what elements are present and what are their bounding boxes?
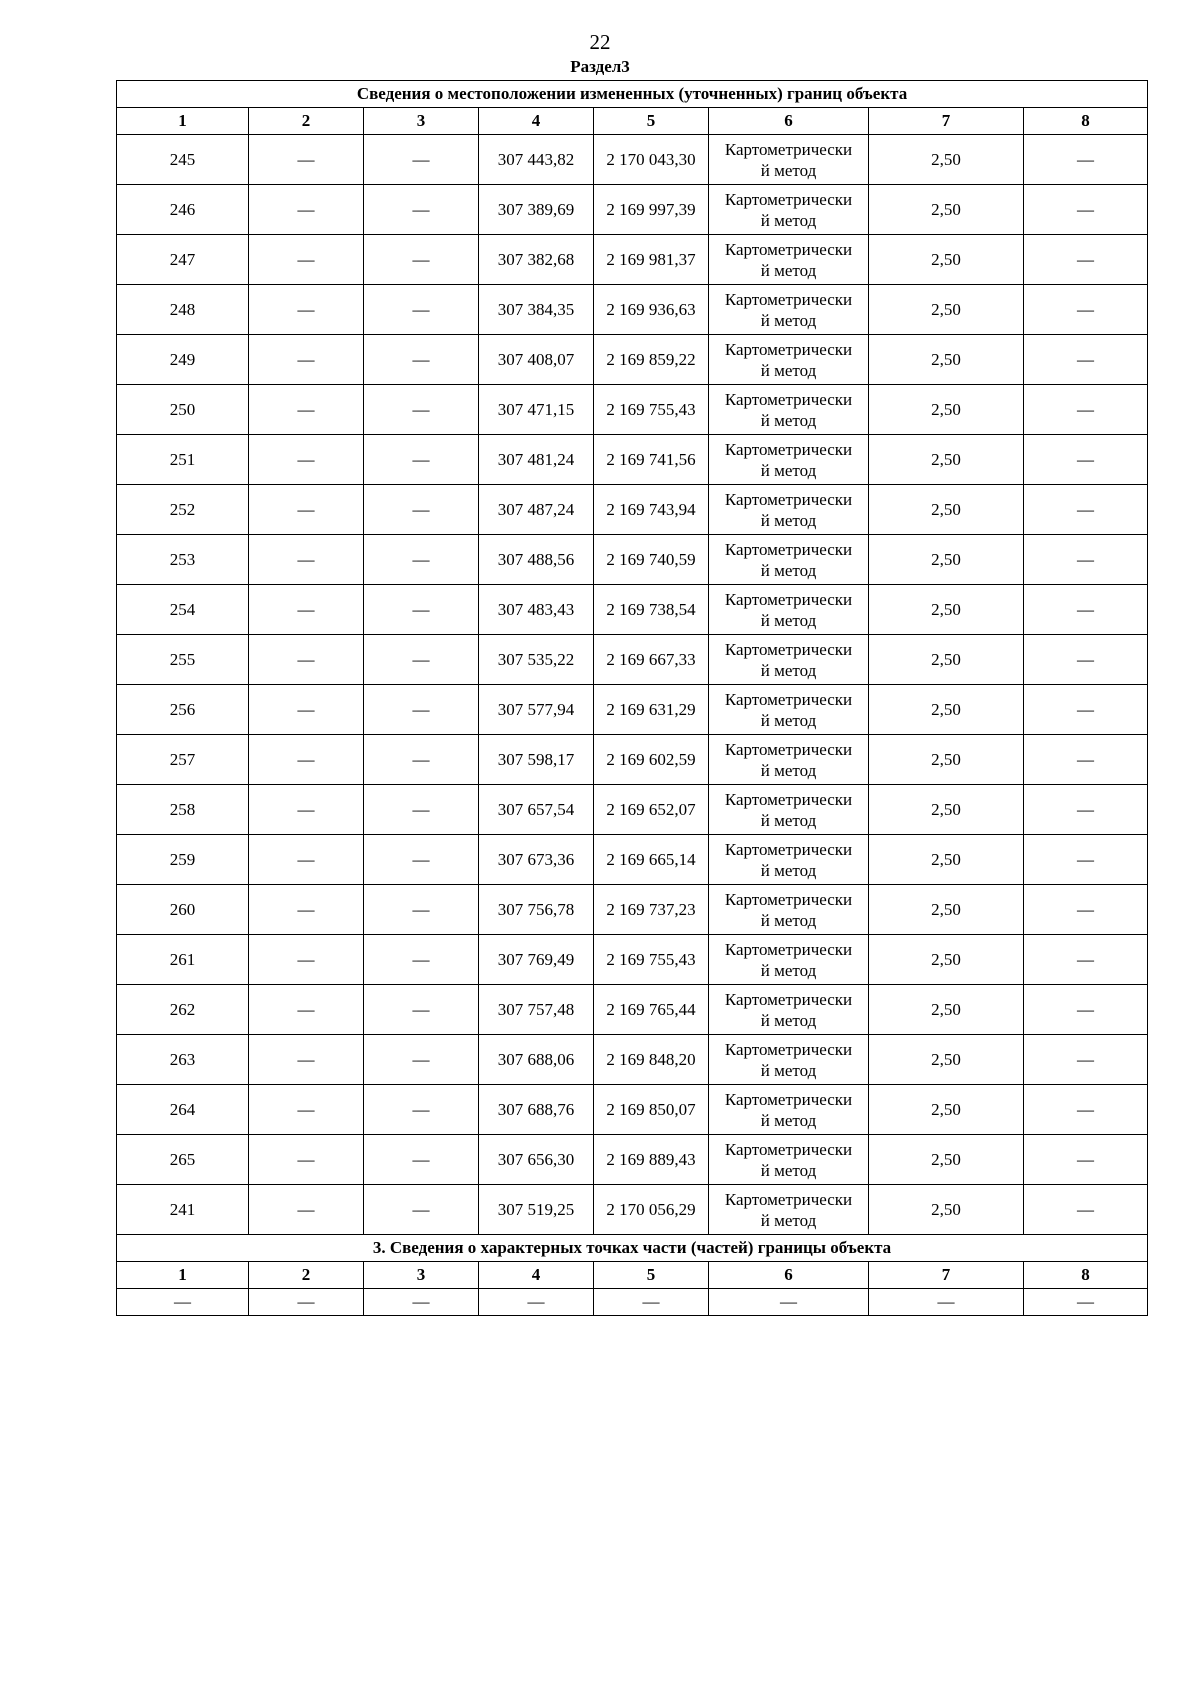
coordinate-x: 307 656,30 bbox=[479, 1135, 594, 1185]
cell-dash: — bbox=[249, 1085, 364, 1135]
cell-dash: — bbox=[249, 785, 364, 835]
accuracy: 2,50 bbox=[869, 635, 1024, 685]
cell-dash: — bbox=[249, 1035, 364, 1085]
accuracy: 2,50 bbox=[869, 585, 1024, 635]
section3-title-row bbox=[117, 1235, 1148, 1262]
cell-dash: — bbox=[249, 1135, 364, 1185]
accuracy: 2,50 bbox=[869, 1035, 1024, 1085]
cell-dash: — bbox=[364, 335, 479, 385]
accuracy: 2,50 bbox=[869, 335, 1024, 385]
coordinate-y: 2 169 738,54 bbox=[594, 585, 709, 635]
cell-dash: — bbox=[1024, 835, 1148, 885]
cell-dash: — bbox=[1024, 235, 1148, 285]
cell-dash: — bbox=[364, 835, 479, 885]
section3-title: 3. Сведения о характерных точках части (частей) границы объекта bbox=[117, 1235, 1148, 1262]
column-header: 6 bbox=[709, 108, 869, 135]
method-line-1: Картометрически bbox=[724, 989, 853, 1009]
method-cell bbox=[709, 1035, 869, 1085]
accuracy: 2,50 bbox=[869, 135, 1024, 185]
column-header: 8 bbox=[1024, 1262, 1148, 1289]
column-header: 2 bbox=[249, 108, 364, 135]
method-cell bbox=[709, 835, 869, 885]
table-row bbox=[117, 785, 1148, 835]
cell-dash: — bbox=[249, 935, 364, 985]
point-number: 247 bbox=[117, 235, 249, 285]
accuracy: 2,50 bbox=[869, 685, 1024, 735]
coordinate-y: 2 169 667,33 bbox=[594, 635, 709, 685]
coordinate-x: 307 389,69 bbox=[479, 185, 594, 235]
method-cell bbox=[709, 935, 869, 985]
coordinate-x: 307 481,24 bbox=[479, 435, 594, 485]
method-line-2: й метод bbox=[760, 160, 817, 180]
method-line-1: Картометрически bbox=[724, 1189, 853, 1209]
table-row bbox=[117, 985, 1148, 1035]
method-cell bbox=[709, 635, 869, 685]
cell-dash: — bbox=[1024, 1185, 1148, 1235]
method-line-1: Картометрически bbox=[724, 389, 853, 409]
cell-dash: — bbox=[364, 635, 479, 685]
table-row bbox=[117, 835, 1148, 885]
cell-dash: — bbox=[249, 235, 364, 285]
point-number: 246 bbox=[117, 185, 249, 235]
column-header: 5 bbox=[594, 108, 709, 135]
method-line-2: й метод bbox=[760, 260, 817, 280]
accuracy: 2,50 bbox=[869, 535, 1024, 585]
method-cell bbox=[709, 685, 869, 735]
cell-dash: — bbox=[249, 1289, 364, 1316]
point-number: 261 bbox=[117, 935, 249, 985]
coordinate-x: 307 382,68 bbox=[479, 235, 594, 285]
column-header: 3 bbox=[364, 1262, 479, 1289]
cell-dash: — bbox=[249, 385, 364, 435]
cell-dash: — bbox=[249, 485, 364, 535]
coordinate-y: 2 169 889,43 bbox=[594, 1135, 709, 1185]
method-cell bbox=[709, 335, 869, 385]
method-cell bbox=[709, 985, 869, 1035]
cell-dash: — bbox=[364, 785, 479, 835]
boundary-coordinates-table bbox=[116, 80, 1148, 1316]
cell-dash: — bbox=[249, 685, 364, 735]
method-line-2: й метод bbox=[760, 1010, 817, 1030]
accuracy: 2,50 bbox=[869, 1185, 1024, 1235]
cell-dash: — bbox=[249, 435, 364, 485]
coordinate-y: 2 169 850,07 bbox=[594, 1085, 709, 1135]
method-line-2: й метод bbox=[760, 760, 817, 780]
method-line-2: й метод bbox=[760, 910, 817, 930]
method-cell bbox=[709, 485, 869, 535]
column-header: 1 bbox=[117, 1262, 249, 1289]
table-row bbox=[117, 135, 1148, 185]
method-cell bbox=[709, 585, 869, 635]
column-header: 2 bbox=[249, 1262, 364, 1289]
table-row bbox=[117, 585, 1148, 635]
method-line-2: й метод bbox=[760, 860, 817, 880]
table-row bbox=[117, 885, 1148, 935]
column-header: 4 bbox=[479, 1262, 594, 1289]
accuracy: 2,50 bbox=[869, 935, 1024, 985]
cell-dash: — bbox=[249, 985, 364, 1035]
cell-dash: — bbox=[1024, 435, 1148, 485]
method-line-2: й метод bbox=[760, 510, 817, 530]
coordinate-x: 307 519,25 bbox=[479, 1185, 594, 1235]
cell-dash: — bbox=[1024, 335, 1148, 385]
table-row bbox=[117, 385, 1148, 435]
table-title: Сведения о местоположении измененных (уточненных) границ объекта bbox=[117, 81, 1148, 108]
coordinate-y: 2 169 765,44 bbox=[594, 985, 709, 1035]
coordinate-x: 307 673,36 bbox=[479, 835, 594, 885]
cell-dash: — bbox=[364, 1185, 479, 1235]
table-body bbox=[117, 81, 1148, 1316]
cell-dash: — bbox=[479, 1289, 594, 1316]
cell-dash: — bbox=[364, 235, 479, 285]
cell-dash: — bbox=[1024, 935, 1148, 985]
coordinate-x: 307 483,43 bbox=[479, 585, 594, 635]
coordinate-y: 2 169 755,43 bbox=[594, 385, 709, 435]
method-line-2: й метод bbox=[760, 810, 817, 830]
cell-dash: — bbox=[364, 385, 479, 435]
cell-dash: — bbox=[364, 1289, 479, 1316]
method-line-1: Картометрически bbox=[724, 639, 853, 659]
cell-dash: — bbox=[1024, 635, 1148, 685]
column-header: 4 bbox=[479, 108, 594, 135]
accuracy: 2,50 bbox=[869, 835, 1024, 885]
coordinate-x: 307 756,78 bbox=[479, 885, 594, 935]
cell-dash: — bbox=[249, 285, 364, 335]
method-line-2: й метод bbox=[760, 1110, 817, 1130]
cell-dash: — bbox=[364, 935, 479, 985]
point-number: 251 bbox=[117, 435, 249, 485]
accuracy: 2,50 bbox=[869, 1085, 1024, 1135]
cell-dash: — bbox=[249, 135, 364, 185]
method-line-2: й метод bbox=[760, 960, 817, 980]
accuracy: 2,50 bbox=[869, 485, 1024, 535]
cell-dash: — bbox=[1024, 485, 1148, 535]
coordinate-y: 2 169 755,43 bbox=[594, 935, 709, 985]
cell-dash: — bbox=[364, 535, 479, 585]
table-row bbox=[117, 185, 1148, 235]
cell-dash: — bbox=[1024, 535, 1148, 585]
section-label: Раздел3 bbox=[570, 57, 630, 76]
table-title-row bbox=[117, 81, 1148, 108]
method-cell bbox=[709, 235, 869, 285]
cell-dash: — bbox=[364, 1135, 479, 1185]
accuracy: 2,50 bbox=[869, 435, 1024, 485]
table-row bbox=[117, 735, 1148, 785]
accuracy: 2,50 bbox=[869, 385, 1024, 435]
cell-dash: — bbox=[249, 635, 364, 685]
method-line-1: Картометрически bbox=[724, 189, 853, 209]
section3-empty-row bbox=[117, 1289, 1148, 1316]
table-row bbox=[117, 1035, 1148, 1085]
method-line-1: Картометрически bbox=[724, 589, 853, 609]
cell-dash: — bbox=[1024, 285, 1148, 335]
table-row bbox=[117, 1185, 1148, 1235]
accuracy: 2,50 bbox=[869, 785, 1024, 835]
coordinate-y: 2 169 602,59 bbox=[594, 735, 709, 785]
table-row bbox=[117, 435, 1148, 485]
method-line-2: й метод bbox=[760, 1060, 817, 1080]
method-line-1: Картометрически bbox=[724, 539, 853, 559]
point-number: 258 bbox=[117, 785, 249, 835]
coordinate-y: 2 169 652,07 bbox=[594, 785, 709, 835]
cell-dash: — bbox=[1024, 785, 1148, 835]
point-number: 265 bbox=[117, 1135, 249, 1185]
accuracy: 2,50 bbox=[869, 985, 1024, 1035]
table-row bbox=[117, 635, 1148, 685]
cell-dash: — bbox=[1024, 1085, 1148, 1135]
table-row bbox=[117, 285, 1148, 335]
cell-dash: — bbox=[1024, 685, 1148, 735]
column-header: 7 bbox=[869, 108, 1024, 135]
cell-dash: — bbox=[364, 1085, 479, 1135]
cell-dash: — bbox=[364, 185, 479, 235]
method-cell bbox=[709, 185, 869, 235]
point-number: 256 bbox=[117, 685, 249, 735]
method-line-2: й метод bbox=[760, 610, 817, 630]
method-line-2: й метод bbox=[760, 310, 817, 330]
cell-dash: — bbox=[1024, 385, 1148, 435]
column-header: 8 bbox=[1024, 108, 1148, 135]
column-header: 6 bbox=[709, 1262, 869, 1289]
coordinate-x: 307 471,15 bbox=[479, 385, 594, 435]
coordinate-y: 2 169 936,63 bbox=[594, 285, 709, 335]
section3-header-row bbox=[117, 1262, 1148, 1289]
coordinate-x: 307 487,24 bbox=[479, 485, 594, 535]
accuracy: 2,50 bbox=[869, 885, 1024, 935]
cell-dash: — bbox=[1024, 185, 1148, 235]
table-row bbox=[117, 935, 1148, 985]
accuracy: 2,50 bbox=[869, 235, 1024, 285]
method-cell bbox=[709, 1085, 869, 1135]
coordinate-x: 307 757,48 bbox=[479, 985, 594, 1035]
cell-dash: — bbox=[249, 335, 364, 385]
cell-dash: — bbox=[1024, 735, 1148, 785]
cell-dash: — bbox=[1024, 985, 1148, 1035]
cell-dash: — bbox=[249, 535, 364, 585]
coordinate-x: 307 577,94 bbox=[479, 685, 594, 735]
coordinate-y: 2 169 631,29 bbox=[594, 685, 709, 735]
column-header: 3 bbox=[364, 108, 479, 135]
method-line-1: Картометрически bbox=[724, 889, 853, 909]
coordinate-y: 2 169 981,37 bbox=[594, 235, 709, 285]
coordinate-x: 307 384,35 bbox=[479, 285, 594, 335]
method-line-1: Картометрически bbox=[724, 939, 853, 959]
coordinate-y: 2 169 997,39 bbox=[594, 185, 709, 235]
method-line-2: й метод bbox=[760, 460, 817, 480]
point-number: 245 bbox=[117, 135, 249, 185]
accuracy: 2,50 bbox=[869, 735, 1024, 785]
coordinate-y: 2 169 741,56 bbox=[594, 435, 709, 485]
cell-dash: — bbox=[1024, 585, 1148, 635]
method-line-2: й метод bbox=[760, 560, 817, 580]
point-number: 249 bbox=[117, 335, 249, 385]
accuracy: 2,50 bbox=[869, 185, 1024, 235]
method-cell bbox=[709, 535, 869, 585]
method-line-1: Картометрически bbox=[724, 789, 853, 809]
point-number: 257 bbox=[117, 735, 249, 785]
coordinate-x: 307 688,06 bbox=[479, 1035, 594, 1085]
point-number: 263 bbox=[117, 1035, 249, 1085]
coordinate-x: 307 443,82 bbox=[479, 135, 594, 185]
method-cell bbox=[709, 435, 869, 485]
method-line-1: Картометрически bbox=[724, 1039, 853, 1059]
point-number: 264 bbox=[117, 1085, 249, 1135]
method-line-2: й метод bbox=[760, 1160, 817, 1180]
cell-dash: — bbox=[364, 285, 479, 335]
method-line-2: й метод bbox=[760, 360, 817, 380]
cell-dash: — bbox=[364, 885, 479, 935]
accuracy: 2,50 bbox=[869, 1135, 1024, 1185]
coordinate-x: 307 408,07 bbox=[479, 335, 594, 385]
point-number: 248 bbox=[117, 285, 249, 335]
method-line-1: Картометрически bbox=[724, 289, 853, 309]
cell-dash: — bbox=[249, 735, 364, 785]
method-line-1: Картометрически bbox=[724, 1139, 853, 1159]
point-number: 253 bbox=[117, 535, 249, 585]
cell-dash: — bbox=[364, 585, 479, 635]
coordinate-y: 2 169 737,23 bbox=[594, 885, 709, 935]
cell-dash: — bbox=[364, 435, 479, 485]
cell-dash: — bbox=[249, 835, 364, 885]
point-number: 250 bbox=[117, 385, 249, 435]
cell-dash: — bbox=[117, 1289, 249, 1316]
table-row bbox=[117, 1085, 1148, 1135]
cell-dash: — bbox=[364, 685, 479, 735]
method-line-1: Картометрически bbox=[724, 839, 853, 859]
table-row bbox=[117, 535, 1148, 585]
coordinate-x: 307 598,17 bbox=[479, 735, 594, 785]
cell-dash: — bbox=[364, 985, 479, 1035]
method-cell bbox=[709, 1135, 869, 1185]
table-row bbox=[117, 485, 1148, 535]
coordinate-x: 307 657,54 bbox=[479, 785, 594, 835]
page-number: 22 bbox=[589, 30, 611, 54]
coordinate-y: 2 170 056,29 bbox=[594, 1185, 709, 1235]
method-cell bbox=[709, 135, 869, 185]
column-header: 1 bbox=[117, 108, 249, 135]
method-line-1: Картометрически bbox=[724, 1089, 853, 1109]
cell-dash: — bbox=[1024, 1135, 1148, 1185]
accuracy: 2,50 bbox=[869, 285, 1024, 335]
method-cell bbox=[709, 885, 869, 935]
cell-dash: — bbox=[1024, 885, 1148, 935]
cell-dash: — bbox=[709, 1289, 869, 1316]
method-line-1: Картометрически bbox=[724, 689, 853, 709]
point-number: 262 bbox=[117, 985, 249, 1035]
point-number: 260 bbox=[117, 885, 249, 935]
point-number: 241 bbox=[117, 1185, 249, 1235]
column-header: 7 bbox=[869, 1262, 1024, 1289]
cell-dash: — bbox=[364, 135, 479, 185]
coordinate-y: 2 169 848,20 bbox=[594, 1035, 709, 1085]
coordinate-y: 2 169 665,14 bbox=[594, 835, 709, 885]
table-row bbox=[117, 235, 1148, 285]
method-line-2: й метод bbox=[760, 710, 817, 730]
method-line-2: й метод bbox=[760, 1210, 817, 1230]
cell-dash: — bbox=[249, 885, 364, 935]
point-number: 252 bbox=[117, 485, 249, 535]
table-row bbox=[117, 1135, 1148, 1185]
table-row bbox=[117, 685, 1148, 735]
method-line-2: й метод bbox=[760, 410, 817, 430]
cell-dash: — bbox=[249, 585, 364, 635]
point-number: 259 bbox=[117, 835, 249, 885]
method-cell bbox=[709, 785, 869, 835]
method-line-1: Картометрически bbox=[724, 139, 853, 159]
cell-dash: — bbox=[594, 1289, 709, 1316]
method-cell bbox=[709, 1185, 869, 1235]
method-cell bbox=[709, 385, 869, 435]
coordinate-y: 2 169 740,59 bbox=[594, 535, 709, 585]
cell-dash: — bbox=[869, 1289, 1024, 1316]
coordinate-y: 2 169 743,94 bbox=[594, 485, 709, 535]
method-line-2: й метод bbox=[760, 210, 817, 230]
coordinate-x: 307 688,76 bbox=[479, 1085, 594, 1135]
cell-dash: — bbox=[249, 1185, 364, 1235]
cell-dash: — bbox=[249, 185, 364, 235]
table-row bbox=[117, 335, 1148, 385]
cell-dash: — bbox=[1024, 135, 1148, 185]
column-header-row bbox=[117, 108, 1148, 135]
coordinate-y: 2 170 043,30 bbox=[594, 135, 709, 185]
coordinate-y: 2 169 859,22 bbox=[594, 335, 709, 385]
coordinate-x: 307 488,56 bbox=[479, 535, 594, 585]
method-cell bbox=[709, 735, 869, 785]
coordinate-x: 307 535,22 bbox=[479, 635, 594, 685]
cell-dash: — bbox=[1024, 1289, 1148, 1316]
point-number: 255 bbox=[117, 635, 249, 685]
column-header: 5 bbox=[594, 1262, 709, 1289]
point-number: 254 bbox=[117, 585, 249, 635]
method-line-2: й метод bbox=[760, 660, 817, 680]
method-line-1: Картометрически bbox=[724, 489, 853, 509]
cell-dash: — bbox=[364, 485, 479, 535]
cell-dash: — bbox=[364, 735, 479, 785]
coordinate-x: 307 769,49 bbox=[479, 935, 594, 985]
method-cell bbox=[709, 285, 869, 335]
method-line-1: Картометрически bbox=[724, 339, 853, 359]
cell-dash: — bbox=[1024, 1035, 1148, 1085]
cell-dash: — bbox=[364, 1035, 479, 1085]
method-line-1: Картометрически bbox=[724, 739, 853, 759]
method-line-1: Картометрически bbox=[724, 239, 853, 259]
method-line-1: Картометрически bbox=[724, 439, 853, 459]
